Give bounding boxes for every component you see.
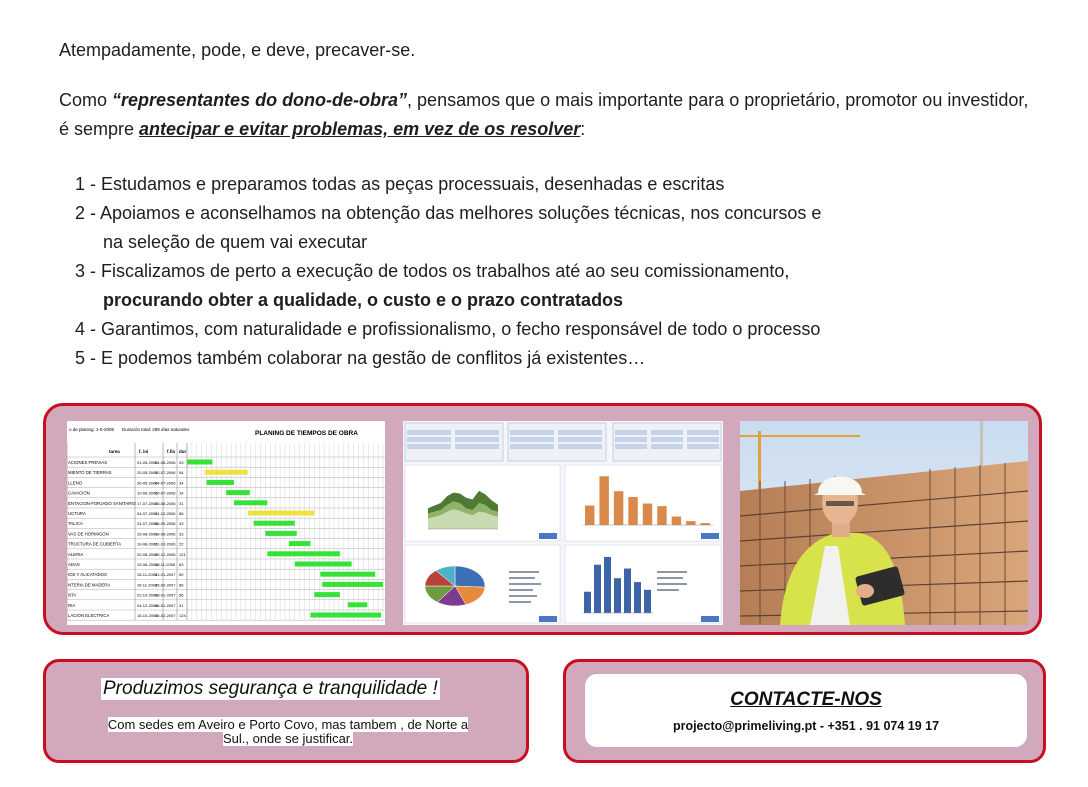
gantt-start-date: 19-08-2006	[137, 562, 158, 567]
gantt-end-date: 21-10-2006	[155, 541, 176, 547]
gantt-duration: 22	[179, 541, 184, 547]
gantt-col-end: f.fin	[167, 449, 176, 454]
gantt-task-label: TALICA	[68, 521, 83, 527]
gantt-bar	[310, 613, 381, 618]
bar	[643, 504, 652, 525]
image-gallery	[43, 403, 1042, 635]
gantt-bar	[320, 572, 375, 577]
column	[614, 578, 621, 613]
gantt-duration: 54	[179, 470, 184, 476]
gantt-start-date: 10-06-2006	[137, 490, 158, 496]
list-item: 4 - Garantimos, com naturalidade e profissionalismo, o fecho responsável de todo o processo	[75, 319, 821, 339]
gantt-end-date: 04-07-2006	[155, 480, 176, 486]
slogan-box	[43, 659, 529, 763]
gantt-title: PLANING DE TIEMPOS DE OBRA	[255, 430, 358, 437]
gantt-bar	[187, 460, 212, 465]
gantt-end-date: 15-02-2007	[155, 582, 176, 588]
para-post: :	[580, 119, 586, 139]
column	[584, 592, 591, 613]
gantt-task-label: UCTURA	[68, 511, 86, 516]
bar	[614, 491, 623, 525]
gantt-end-date: 20-12-2006	[155, 551, 176, 557]
gantt-task-label: LLENO	[68, 480, 83, 486]
gantt-task-label: CAVACION	[68, 490, 90, 496]
gantt-start-date: 15-08-2006	[137, 531, 158, 537]
gantt-start-date: 15-10-2006	[137, 613, 158, 618]
gantt-duration: 124	[179, 613, 186, 618]
gantt-task-label: NTERIA DE MADERA	[68, 582, 111, 588]
gantt-bar	[254, 521, 295, 526]
gantt-bar	[289, 541, 311, 546]
gantt-duration: 63	[179, 562, 184, 567]
gantt-task-label: LACION ELECTRICA	[68, 613, 110, 618]
gantt-duration: 14	[179, 490, 184, 496]
gantt-start-date: 01-05-2006	[137, 460, 158, 465]
gantt-end-date: 06-09-2006	[155, 521, 176, 527]
gantt-duration: 121	[179, 551, 186, 557]
list-item: 3 - Fiscalizamos de perto a execução de todos os trabalhos até ao seu comissionamento, procurando obter a qualidade, o custo e o prazo contratados	[75, 261, 790, 310]
gantt-start-date: 04-07-2006	[137, 511, 158, 516]
gantt-end-date: 19-09-2006	[155, 531, 176, 537]
contact-details[interactable]: projecto@primeliving.pt - +351 . 91 074 19 17	[672, 719, 940, 733]
list-item: 1 - Estudamos e preparamos todas as peças processuais, desenhadas e escritas	[75, 174, 725, 194]
gantt-end-date: 21-01-2007	[155, 572, 176, 578]
gantt-end-date: 04-05-2006	[155, 460, 176, 465]
bar	[672, 517, 681, 525]
bar	[585, 506, 594, 526]
gantt-start-date: 16-11-2006	[137, 582, 158, 588]
gantt-start-date: 20-05-2006	[137, 470, 158, 476]
contact-title[interactable]: CONTACTE-NOS	[730, 689, 882, 710]
gantt-col-days: dur	[179, 449, 187, 454]
gantt-task-label: NTA	[68, 592, 77, 598]
column	[604, 557, 611, 613]
bar	[701, 523, 710, 525]
gantt-duration: 33	[179, 531, 184, 537]
gantt-duration: 86	[179, 582, 184, 588]
gantt-end-date: 20-08-2006	[155, 500, 176, 506]
gantt-end-date: 08-01-2007	[155, 602, 176, 608]
gantt-col-task: tarea	[109, 449, 120, 454]
para-emphasis: antecipar e evitar problemas, em vez de os resolver	[139, 119, 581, 139]
gantt-start-date: 20-08-2006	[137, 551, 158, 557]
gantt-start-date: 04-12-2006	[137, 602, 158, 608]
gantt-chart	[67, 421, 385, 625]
contact-card	[585, 674, 1027, 747]
gantt-col-start: f. ini	[139, 449, 149, 454]
list-item: 2 - Apoiamos e aconselhamos na obtenção das melhores soluções técnicas, nos concursos e na seleção de quem vai executar	[75, 203, 822, 252]
para-quote: “representantes do dono-de-obra”	[112, 90, 408, 110]
dashboard-charts	[403, 421, 723, 625]
gantt-bar	[248, 511, 315, 516]
gantt-bar	[295, 562, 352, 567]
intro-text: Atempadamente, pode, e deve, precaver-se.	[59, 40, 416, 60]
gantt-bar	[267, 551, 340, 556]
gantt-task-label: IOS Y ALICATADOS	[68, 572, 107, 578]
gantt-duration: 86	[179, 511, 184, 516]
list-item: 5 - E podemos também colaborar na gestão de conflitos já existentes…	[75, 348, 646, 368]
gantt-duration: 03	[179, 460, 184, 465]
bar	[686, 521, 695, 525]
gantt-task-label: ADAS	[68, 562, 80, 567]
gantt-task-label: VAS DE HORMIGON	[68, 531, 109, 537]
gantt-task-label: ALERIA	[68, 551, 84, 557]
gantt-duration: 56	[179, 592, 184, 598]
gantt-start-date: 15-11-2006	[137, 572, 158, 578]
bar	[628, 497, 637, 525]
gantt-bar	[234, 500, 267, 505]
gantt-chart-image	[67, 421, 385, 625]
services-list	[75, 170, 1055, 373]
gantt-duration: 50	[179, 572, 184, 578]
gantt-start-date: 30-05-2006	[137, 480, 158, 486]
gantt-task-label: MIENTO DE TIERRAS	[68, 470, 112, 476]
bar	[599, 476, 608, 525]
gantt-end-date: 28-01-2007	[155, 592, 176, 598]
column	[624, 569, 631, 613]
column	[644, 590, 651, 613]
gantt-bar	[226, 490, 250, 495]
gantt-bar	[265, 531, 296, 536]
gantt-bar	[348, 602, 368, 607]
gantt-task-label: TRUCTURA DE CUBIERTA	[68, 541, 122, 547]
engineer-photo	[740, 421, 1028, 625]
gantt-end-date: 20-07-2006	[155, 490, 176, 496]
gantt-task-label: ENTACION-FORJADO SANITARIO	[68, 500, 136, 506]
para-mid: , pensamos que o mais importante para o proprietário, promotor ou investidor, é sempre	[59, 90, 1029, 139]
gantt-start-date: 17-07-2006	[137, 500, 158, 506]
bar	[657, 506, 666, 525]
column	[594, 565, 601, 613]
gantt-bar	[314, 592, 339, 597]
gantt-duration: 34	[179, 480, 184, 486]
gantt-duration: 43	[179, 521, 184, 527]
contact-box	[563, 659, 1046, 763]
gantt-start-label: o de planing: 1-5-2006	[69, 427, 115, 432]
gantt-end-date: 18-11-2006	[155, 562, 176, 567]
gantt-end-date: 21-10-2006	[155, 511, 176, 516]
gantt-start-date: 22-10-2006	[137, 592, 158, 598]
gantt-start-date: 19-08-2006	[137, 541, 158, 547]
construction-photo	[740, 421, 1028, 625]
gantt-duration: 31	[179, 500, 184, 506]
dashboard-image	[403, 421, 723, 625]
gantt-task-label: RIA	[68, 602, 76, 608]
gantt-end-date: 15-02-2007	[155, 613, 176, 618]
gantt-bar	[322, 582, 383, 587]
gantt-bar	[207, 480, 234, 485]
gantt-task-label: ACIONES PREVIAS	[68, 460, 108, 465]
para-pre: Como	[59, 90, 113, 110]
gantt-duration-label: Duración total: 289 días naturales	[122, 427, 190, 432]
locations-text: Com sedes em Aveiro e Porto Covo, mas tambem , de Norte a Sul., onde se justificar.	[107, 717, 469, 746]
slogan-text: Produzimos segurança e tranquilidade !	[103, 678, 438, 699]
gantt-end-date: 20-07-2006	[155, 470, 176, 476]
gantt-bar	[205, 470, 248, 475]
gantt-start-date: 24-07-2006	[137, 521, 158, 527]
column	[634, 582, 641, 613]
intro-paragraph	[59, 86, 1039, 144]
gantt-duration: 31	[179, 602, 184, 608]
